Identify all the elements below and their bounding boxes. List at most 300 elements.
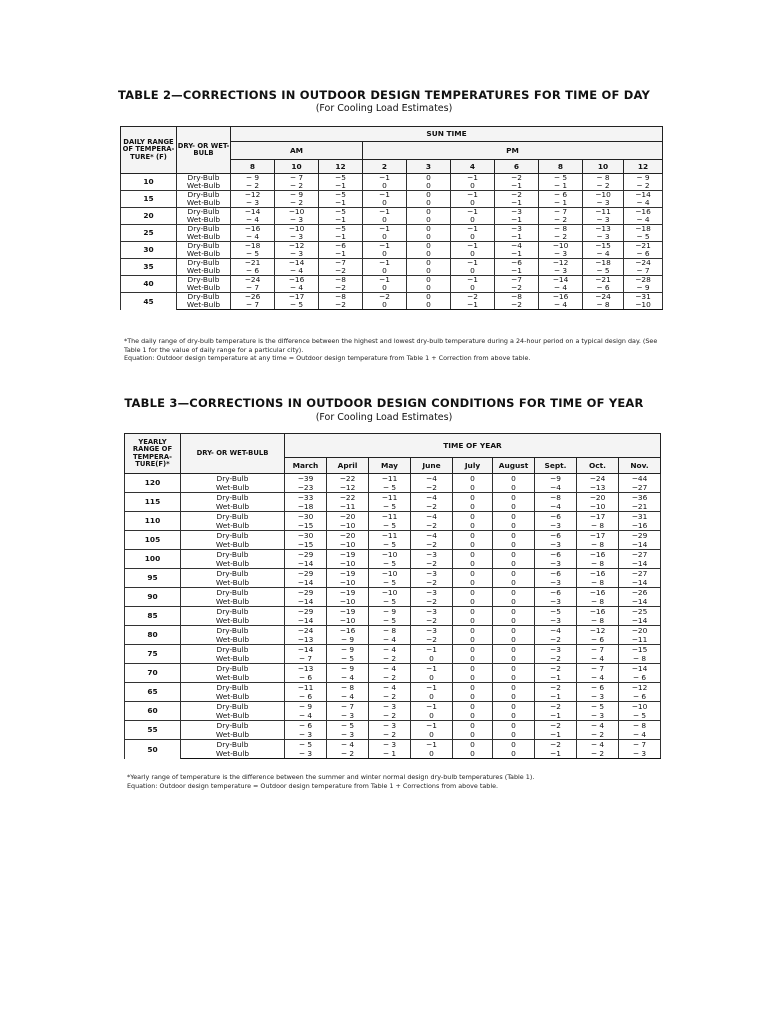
- table2-value-cell: −11: [583, 208, 624, 217]
- table3-value-cell: −39: [285, 474, 327, 484]
- table2-value-cell: − 4: [275, 267, 319, 276]
- table3-value-cell: −4: [535, 502, 577, 512]
- table3-value-cell: 0: [453, 692, 493, 702]
- table2-value-cell: − 4: [231, 216, 275, 225]
- table-row: [121, 259, 663, 268]
- table3-value-cell: 0: [493, 569, 535, 579]
- table3-value-cell: −2: [535, 683, 577, 693]
- table2-value-cell: 0: [363, 301, 407, 310]
- table3-value-cell: −14: [285, 597, 327, 607]
- table2-value-cell: 0: [363, 199, 407, 208]
- table2-value-cell: −1: [363, 174, 407, 183]
- table2-value-cell: − 3: [583, 233, 624, 242]
- table2-value-cell: −16: [275, 276, 319, 285]
- table2-value-cell: −2: [319, 301, 363, 310]
- table2-value-cell: − 2: [583, 182, 624, 191]
- table3-wet-bulb-label: Wet-Bulb: [181, 578, 285, 588]
- table3-value-cell: 0: [453, 635, 493, 645]
- table2-am-header: AM: [231, 142, 363, 160]
- table2-value-cell: −17: [275, 293, 319, 302]
- table2-subtitle: (For Cooling Load Estimates): [315, 103, 453, 114]
- table3-value-cell: −19: [327, 569, 369, 579]
- table3-value-cell: −27: [619, 483, 661, 493]
- table2-value-cell: −24: [231, 276, 275, 285]
- table-row: [125, 664, 661, 674]
- table2-value-cell: 0: [451, 284, 495, 293]
- table3-value-cell: −2: [535, 702, 577, 712]
- table3-value-cell: − 5: [369, 483, 411, 493]
- table3-value-cell: −10: [327, 597, 369, 607]
- table3-value-cell: 0: [453, 645, 493, 655]
- table2-value-cell: − 4: [231, 233, 275, 242]
- table2-value-cell: −6: [319, 242, 363, 251]
- table2-range-cell: 45: [121, 293, 177, 310]
- table3-wet-bulb-label: Wet-Bulb: [181, 654, 285, 664]
- table2-value-cell: − 6: [231, 267, 275, 276]
- table3-value-cell: 0: [493, 483, 535, 493]
- table2-value-cell: − 9: [275, 191, 319, 200]
- table2-range-cell: 15: [121, 191, 177, 208]
- table3-value-cell: −1: [535, 730, 577, 740]
- table2-value-cell: 0: [407, 233, 451, 242]
- table3-value-cell: −1: [535, 711, 577, 721]
- table2-value-cell: 0: [363, 250, 407, 259]
- table2-value-cell: −18: [583, 259, 624, 268]
- table3-column-header: August: [493, 458, 535, 474]
- table3-value-cell: − 4: [285, 711, 327, 721]
- table3-value-cell: −17: [577, 531, 619, 541]
- table2-value-cell: − 2: [539, 233, 583, 242]
- table3-value-cell: − 4: [327, 740, 369, 750]
- table3-value-cell: − 5: [369, 540, 411, 550]
- table3-column-header: April: [327, 458, 369, 474]
- table3-value-cell: 0: [493, 626, 535, 636]
- table3-value-cell: −11: [619, 635, 661, 645]
- table3-value-cell: 0: [493, 721, 535, 731]
- table2-value-cell: − 1: [539, 199, 583, 208]
- table3-wet-bulb-label: Wet-Bulb: [181, 730, 285, 740]
- table3-value-cell: −29: [285, 550, 327, 560]
- table3-value-cell: −6: [535, 569, 577, 579]
- table3-value-cell: − 8: [577, 559, 619, 569]
- table3-value-cell: −3: [535, 616, 577, 626]
- table3-value-cell: − 2: [369, 692, 411, 702]
- table3-value-cell: 0: [411, 654, 453, 664]
- table2-value-cell: − 5: [275, 301, 319, 310]
- table2-col-kind-header: DRY- OR WET- BULB: [177, 127, 231, 174]
- table3-value-cell: −3: [411, 569, 453, 579]
- table3-value-cell: −14: [619, 597, 661, 607]
- table3-value-cell: − 7: [577, 664, 619, 674]
- table2-value-cell: − 4: [624, 216, 663, 225]
- table3-value-cell: 0: [493, 502, 535, 512]
- table3-value-cell: 0: [493, 749, 535, 759]
- table2-range-cell: 40: [121, 276, 177, 293]
- table2-value-cell: −21: [231, 259, 275, 268]
- table2-value-cell: −1: [495, 250, 539, 259]
- table3-value-cell: − 8: [619, 721, 661, 731]
- table3-column-header: Sept.: [535, 458, 577, 474]
- table2-value-cell: −14: [275, 259, 319, 268]
- table3-value-cell: − 8: [577, 597, 619, 607]
- table2-value-cell: − 9: [624, 284, 663, 293]
- table2-value-cell: −2: [495, 284, 539, 293]
- table3-value-cell: 0: [411, 730, 453, 740]
- table3-value-cell: 0: [453, 730, 493, 740]
- table2-value-cell: −8: [319, 276, 363, 285]
- table2-value-cell: − 7: [624, 267, 663, 276]
- table2-value-cell: −10: [275, 225, 319, 234]
- table3-footnote: *Yearly range of temperature is the difference between the summer and winter normal design dry-bulb temperatures (Table 1).: [127, 773, 535, 781]
- table3-value-cell: −10: [327, 521, 369, 531]
- table3-value-cell: − 2: [577, 749, 619, 759]
- table3-value-cell: 0: [453, 502, 493, 512]
- table3-value-cell: − 2: [369, 730, 411, 740]
- table3-value-cell: 0: [493, 578, 535, 588]
- table3-value-cell: −16: [577, 550, 619, 560]
- table3-value-cell: − 4: [369, 664, 411, 674]
- table3-value-cell: 0: [453, 626, 493, 636]
- table3-dry-bulb-label: Dry-Bulb: [181, 664, 285, 674]
- table2-wet-bulb-label: Wet-Bulb: [177, 301, 231, 310]
- table2-value-cell: −1: [451, 225, 495, 234]
- table2-value-cell: −15: [583, 242, 624, 251]
- table3-column-header: Nov.: [619, 458, 661, 474]
- table3-value-cell: 0: [493, 474, 535, 484]
- table3-value-cell: 0: [411, 692, 453, 702]
- table2-value-cell: − 3: [539, 250, 583, 259]
- table2-value-cell: −1: [363, 225, 407, 234]
- table2-value-cell: − 8: [583, 174, 624, 183]
- table3-value-cell: −24: [285, 626, 327, 636]
- table3-value-cell: − 9: [327, 635, 369, 645]
- table3-value-cell: −11: [327, 502, 369, 512]
- table3-value-cell: −2: [411, 616, 453, 626]
- table3-range-cell: 100: [125, 550, 181, 569]
- table2-value-cell: −10: [275, 208, 319, 217]
- table3-value-cell: 0: [453, 740, 493, 750]
- table3-value-cell: 0: [493, 550, 535, 560]
- table3-value-cell: − 8: [327, 683, 369, 693]
- table3-dry-bulb-label: Dry-Bulb: [181, 550, 285, 560]
- table3-value-cell: − 5: [369, 521, 411, 531]
- table2-value-cell: 0: [407, 293, 451, 302]
- table-row: [125, 559, 661, 569]
- table3-value-cell: 0: [493, 588, 535, 598]
- table2-value-cell: −16: [231, 225, 275, 234]
- table2-value-cell: −13: [583, 225, 624, 234]
- table3-value-cell: −1: [411, 721, 453, 731]
- table2-column-header: 8: [539, 160, 583, 174]
- table3-value-cell: − 5: [577, 702, 619, 712]
- table3-wet-bulb-label: Wet-Bulb: [181, 692, 285, 702]
- table3-value-cell: −2: [535, 654, 577, 664]
- table3-value-cell: 0: [493, 692, 535, 702]
- table2-column-header: 10: [583, 160, 624, 174]
- table3-value-cell: −3: [411, 607, 453, 617]
- table3-dry-bulb-label: Dry-Bulb: [181, 474, 285, 484]
- table2-footnote: *The daily range of dry-bulb temperature is the difference between the highest and lowest dry-bulb temperature during a 24-hour period on a typical design day. (See Table 1 for the value of daily range for a particular city).: [124, 337, 658, 354]
- table-row: [125, 569, 661, 579]
- table-row: [125, 597, 661, 607]
- table2-value-cell: − 3: [583, 216, 624, 225]
- table3-value-cell: −14: [285, 616, 327, 626]
- table3-dry-bulb-label: Dry-Bulb: [181, 740, 285, 750]
- table2-dry-bulb-label: Dry-Bulb: [177, 276, 231, 285]
- table3-value-cell: − 7: [327, 702, 369, 712]
- table-row: [121, 191, 663, 200]
- table3-value-cell: −3: [535, 645, 577, 655]
- table2-value-cell: 0: [407, 225, 451, 234]
- table-row: [125, 540, 661, 550]
- table3-value-cell: −36: [619, 493, 661, 503]
- table3-value-cell: − 3: [369, 721, 411, 731]
- table2-value-cell: 0: [407, 199, 451, 208]
- table-row: [125, 550, 661, 560]
- table2-value-cell: −14: [539, 276, 583, 285]
- table-row: [121, 276, 663, 285]
- table3-value-cell: 0: [453, 702, 493, 712]
- table2-value-cell: − 6: [539, 191, 583, 200]
- table2-value-cell: − 2: [275, 199, 319, 208]
- table3-value-cell: −33: [285, 493, 327, 503]
- table3-value-cell: −11: [285, 683, 327, 693]
- table3-dry-bulb-label: Dry-Bulb: [181, 702, 285, 712]
- table-row: [125, 635, 661, 645]
- table2-value-cell: 0: [407, 284, 451, 293]
- table3-value-cell: −29: [285, 607, 327, 617]
- table3-value-cell: −12: [327, 483, 369, 493]
- table2-value-cell: −1: [495, 267, 539, 276]
- table3-value-cell: − 5: [619, 711, 661, 721]
- table2-value-cell: − 3: [231, 199, 275, 208]
- table3-value-cell: − 7: [285, 654, 327, 664]
- table2-value-cell: −1: [495, 199, 539, 208]
- table3-value-cell: 0: [453, 721, 493, 731]
- table3-wet-bulb-label: Wet-Bulb: [181, 521, 285, 531]
- table3-value-cell: −3: [535, 578, 577, 588]
- table3-value-cell: −22: [327, 474, 369, 484]
- table3-value-cell: −23: [285, 483, 327, 493]
- table2-value-cell: − 7: [275, 174, 319, 183]
- table3-value-cell: −16: [577, 569, 619, 579]
- table3-value-cell: −10: [369, 569, 411, 579]
- table2-value-cell: −5: [319, 191, 363, 200]
- table2-value-cell: −2: [495, 174, 539, 183]
- table3-value-cell: 0: [493, 683, 535, 693]
- table3-value-cell: −13: [285, 635, 327, 645]
- table2-value-cell: − 3: [275, 250, 319, 259]
- table3-value-cell: −8: [535, 493, 577, 503]
- table3-value-cell: −10: [577, 502, 619, 512]
- table2-value-cell: −12: [539, 259, 583, 268]
- table3-value-cell: 0: [453, 597, 493, 607]
- table2-value-cell: 0: [407, 301, 451, 310]
- table2-range-cell: 25: [121, 225, 177, 242]
- table3-range-cell: 70: [125, 664, 181, 683]
- table-row: [121, 233, 663, 242]
- table3-value-cell: − 4: [577, 673, 619, 683]
- table2-value-cell: −26: [231, 293, 275, 302]
- table2-column-header: 3: [407, 160, 451, 174]
- table3-column-header: June: [411, 458, 453, 474]
- table3-value-cell: −16: [577, 588, 619, 598]
- table2-range-cell: 10: [121, 174, 177, 191]
- table3-value-cell: 0: [453, 559, 493, 569]
- table2: [120, 126, 663, 310]
- table2-column-header: 10: [275, 160, 319, 174]
- table3-value-cell: − 2: [369, 673, 411, 683]
- table2-value-cell: −2: [451, 293, 495, 302]
- table3-value-cell: − 3: [285, 730, 327, 740]
- table2-wet-bulb-label: Wet-Bulb: [177, 233, 231, 242]
- table3-value-cell: −20: [619, 626, 661, 636]
- table2-value-cell: − 8: [583, 301, 624, 310]
- table3-value-cell: −30: [285, 531, 327, 541]
- table-row: [125, 521, 661, 531]
- table3-value-cell: −13: [285, 664, 327, 674]
- table3-dry-bulb-label: Dry-Bulb: [181, 569, 285, 579]
- table2-value-cell: −1: [451, 242, 495, 251]
- table3-value-cell: − 6: [285, 673, 327, 683]
- table-row: [125, 512, 661, 522]
- table3-value-cell: − 6: [285, 692, 327, 702]
- table3-wet-bulb-label: Wet-Bulb: [181, 616, 285, 626]
- table2-value-cell: 0: [407, 242, 451, 251]
- table3-value-cell: − 4: [369, 683, 411, 693]
- table3-value-cell: 0: [493, 730, 535, 740]
- table3-value-cell: − 9: [285, 702, 327, 712]
- table3-value-cell: −10: [327, 616, 369, 626]
- table2-value-cell: −5: [319, 174, 363, 183]
- table3-range-cell: 85: [125, 607, 181, 626]
- table3-value-cell: −18: [285, 502, 327, 512]
- table3-value-cell: −14: [285, 559, 327, 569]
- table3-value-cell: − 3: [369, 702, 411, 712]
- table3-value-cell: 0: [493, 664, 535, 674]
- table3-range-cell: 115: [125, 493, 181, 512]
- table3-value-cell: −2: [411, 597, 453, 607]
- table3-value-cell: − 9: [327, 645, 369, 655]
- table2-value-cell: −31: [624, 293, 663, 302]
- table2-value-cell: 0: [363, 267, 407, 276]
- table2-range-cell: 35: [121, 259, 177, 276]
- table3-value-cell: 0: [453, 512, 493, 522]
- table3-value-cell: 0: [411, 711, 453, 721]
- table2-value-cell: − 2: [275, 182, 319, 191]
- table3-value-cell: −3: [411, 626, 453, 636]
- table2-value-cell: −14: [231, 208, 275, 217]
- table3: [124, 433, 661, 759]
- table2-value-cell: −1: [319, 250, 363, 259]
- table2-value-cell: 0: [407, 216, 451, 225]
- table2-value-cell: − 5: [583, 267, 624, 276]
- table3-value-cell: − 2: [369, 711, 411, 721]
- table3-value-cell: − 5: [369, 578, 411, 588]
- table3-value-cell: −22: [327, 493, 369, 503]
- table-row: [121, 182, 663, 191]
- table2-value-cell: −12: [231, 191, 275, 200]
- table-row: [125, 740, 661, 750]
- table3-value-cell: 0: [493, 559, 535, 569]
- table2-value-cell: −21: [583, 276, 624, 285]
- table3-value-cell: −2: [411, 483, 453, 493]
- table2-value-cell: − 8: [539, 225, 583, 234]
- table2-value-cell: −18: [231, 242, 275, 251]
- table3-range-cell: 90: [125, 588, 181, 607]
- table3-value-cell: 0: [453, 474, 493, 484]
- table3-value-cell: − 6: [577, 683, 619, 693]
- table3-value-cell: −15: [285, 540, 327, 550]
- table3-value-cell: −24: [577, 474, 619, 484]
- table3-value-cell: −12: [577, 626, 619, 636]
- table3-value-cell: −2: [411, 521, 453, 531]
- table-row: [125, 531, 661, 541]
- table-row: [125, 673, 661, 683]
- table2-value-cell: −24: [583, 293, 624, 302]
- table-row: [121, 301, 663, 310]
- table3-value-cell: −2: [411, 559, 453, 569]
- table3-value-cell: −3: [535, 521, 577, 531]
- table3-title: TABLE 3—CORRECTIONS IN OUTDOOR DESIGN CONDITIONS FOR TIME OF YEAR: [124, 396, 644, 410]
- table2-value-cell: − 2: [539, 216, 583, 225]
- table3-value-cell: 0: [493, 521, 535, 531]
- table2-value-cell: −1: [451, 276, 495, 285]
- table3-value-cell: − 4: [577, 740, 619, 750]
- table3-value-cell: −4: [411, 531, 453, 541]
- table3-dry-bulb-label: Dry-Bulb: [181, 512, 285, 522]
- table-row: [121, 250, 663, 259]
- table2-value-cell: 0: [363, 284, 407, 293]
- table3-value-cell: −6: [535, 550, 577, 560]
- table3-value-cell: − 2: [327, 749, 369, 759]
- table3-value-cell: − 3: [327, 730, 369, 740]
- table3-col-kind-header: DRY- OR WET-BULB: [181, 434, 285, 474]
- table3-wet-bulb-label: Wet-Bulb: [181, 540, 285, 550]
- table2-value-cell: 0: [363, 216, 407, 225]
- table2-value-cell: −1: [363, 208, 407, 217]
- table2-value-cell: − 3: [583, 199, 624, 208]
- table-row: [125, 654, 661, 664]
- table3-value-cell: 0: [453, 683, 493, 693]
- table-row: [125, 616, 661, 626]
- table3-value-cell: −16: [619, 521, 661, 531]
- table3-value-cell: − 3: [369, 740, 411, 750]
- table-row: [125, 749, 661, 759]
- table3-value-cell: −15: [619, 645, 661, 655]
- table2-value-cell: − 3: [539, 267, 583, 276]
- table3-value-cell: − 1: [369, 749, 411, 759]
- table3-dry-bulb-label: Dry-Bulb: [181, 626, 285, 636]
- table2-value-cell: −4: [495, 242, 539, 251]
- table2-value-cell: −1: [363, 276, 407, 285]
- table2-value-cell: −1: [495, 233, 539, 242]
- table3-value-cell: −29: [285, 569, 327, 579]
- table3-value-cell: −3: [535, 559, 577, 569]
- table3-value-cell: −1: [535, 749, 577, 759]
- table2-value-cell: −1: [451, 301, 495, 310]
- table2-value-cell: − 7: [231, 301, 275, 310]
- table3-dry-bulb-label: Dry-Bulb: [181, 607, 285, 617]
- table2-sun-time-header: SUN TIME: [231, 127, 663, 142]
- table3-value-cell: 0: [493, 616, 535, 626]
- table2-value-cell: 0: [451, 199, 495, 208]
- table3-value-cell: − 5: [369, 502, 411, 512]
- table3-value-cell: 0: [453, 569, 493, 579]
- table2-value-cell: −14: [624, 191, 663, 200]
- table-row: [125, 645, 661, 655]
- table2-col-range-header: DAILY RANGE OF TEMPERA- TURE* (F): [121, 127, 177, 174]
